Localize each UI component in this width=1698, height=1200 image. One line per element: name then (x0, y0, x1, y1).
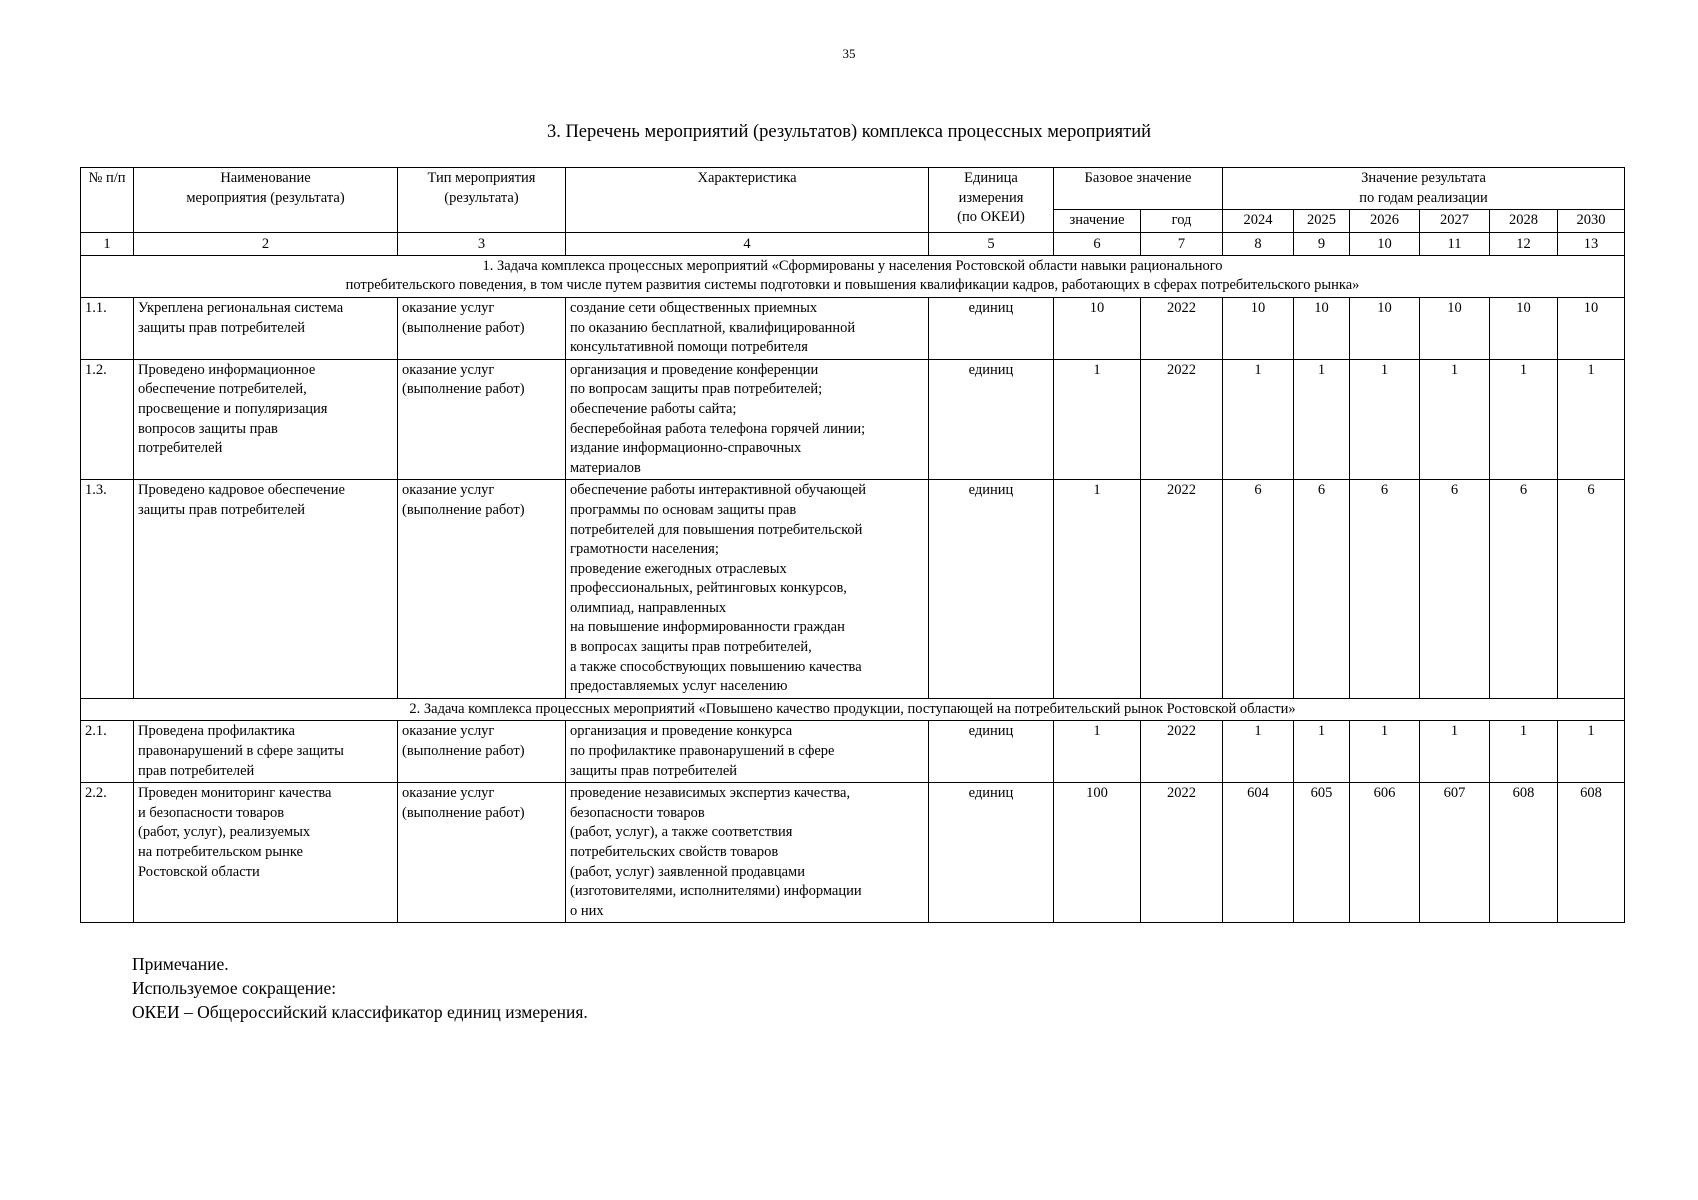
row-name (134, 297, 398, 359)
row-type-line: оказание услуг (402, 723, 495, 740)
header-result-line: Значение результата (1361, 170, 1486, 186)
row-name-line: Укреплена региональная система (138, 299, 344, 316)
row-name-line: защиты прав потребителей (138, 319, 306, 336)
column-number-row (81, 232, 1625, 255)
row-name-line: на потребительском рынке (138, 844, 303, 860)
row-characteristic-line: обеспечение работы интерактивной обучающей (570, 482, 867, 499)
row-type-line: оказание услуг (402, 482, 495, 499)
row-num: 1.2. (81, 359, 134, 480)
task-1-line: 1. Задача комплекса процессных мероприятий «Сформированы у населения Ростовской области навыки рационального (482, 257, 1223, 274)
column-number: 4 (566, 232, 929, 255)
row-characteristic-line: (работ, услуг) заявленной продавцами (570, 863, 805, 880)
row-characteristic-line: (работ, услуг), а также соответствия (570, 824, 793, 841)
row-base-value: 1 (1054, 359, 1141, 480)
row-characteristic (566, 297, 929, 359)
row-characteristic-line: материалов (570, 459, 641, 476)
header-base: Базовое значение (1054, 168, 1223, 210)
row-type (398, 359, 566, 480)
row-type-line: оказание услуг (402, 361, 495, 378)
header-result-line: по годам реализации (1359, 189, 1488, 206)
header-unit (929, 168, 1054, 233)
row-characteristic (566, 359, 929, 480)
row-characteristic (566, 721, 929, 783)
row-value-2028: 6 (1490, 480, 1558, 699)
row-characteristic-line: по оказанию бесплатной, квалифицированной (570, 319, 856, 336)
header-unit-line: Единица (964, 170, 1018, 186)
row-name-line: обеспечение потребителей, (138, 381, 307, 398)
row-type-line: (выполнение работ) (402, 743, 525, 760)
header-year: 2024 (1223, 210, 1294, 233)
header-year: 2026 (1350, 210, 1420, 233)
row-name-line: и безопасности товаров (138, 804, 285, 821)
row-name-line: Ростовской области (138, 863, 260, 880)
row-characteristic-line: профессиональных, рейтинговых конкурсов, (570, 580, 847, 597)
row-characteristic-line: издание информационно-справочных (570, 440, 802, 457)
row-value-2027: 6 (1420, 480, 1490, 699)
row-unit: единиц (929, 297, 1054, 359)
row-value-2026: 1 (1350, 359, 1420, 480)
row-value-2024: 10 (1223, 297, 1294, 359)
row-base-year: 2022 (1141, 359, 1223, 480)
table-row (81, 297, 1625, 359)
row-value-2028: 1 (1490, 359, 1558, 480)
row-characteristic-line: организация и проведение конкурса (570, 723, 793, 740)
row-value-2025: 10 (1294, 297, 1350, 359)
row-type (398, 783, 566, 923)
row-base-year: 2022 (1141, 297, 1223, 359)
row-name (134, 359, 398, 480)
row-value-2030: 1 (1558, 359, 1625, 480)
row-name-line: прав потребителей (138, 762, 255, 779)
header-name (134, 168, 398, 233)
note-heading: Примечание. (132, 954, 229, 974)
row-name-line: вопросов защиты прав (138, 420, 278, 437)
header-row-1 (81, 168, 1625, 210)
row-characteristic-line: (изготовителями, исполнителями) информации (570, 883, 862, 900)
header-base-year: год (1141, 210, 1223, 233)
row-characteristic-line: бесперебойная работа телефона горячей линии; (570, 420, 866, 437)
row-characteristic-line: потребителей для повышения потребительской (570, 521, 863, 538)
row-base-value: 100 (1054, 783, 1141, 923)
row-value-2025: 1 (1294, 359, 1350, 480)
row-value-2027: 1 (1420, 359, 1490, 480)
row-characteristic-line: грамотности населения; (570, 541, 719, 558)
column-number: 8 (1223, 232, 1294, 255)
column-number: 6 (1054, 232, 1141, 255)
row-type (398, 480, 566, 699)
header-name-line: Наименование (220, 170, 311, 186)
task-1-line: потребительского поведения, в том числе путем развития системы подготовки и повышения квалификации кадров, работающих в сферах потребительского рынка» (345, 277, 1360, 294)
row-value-2027: 1 (1420, 721, 1490, 783)
row-characteristic-line: о них (570, 902, 604, 919)
header-type-line: (результата) (444, 189, 519, 206)
note-block (132, 952, 588, 1024)
row-type-line: (выполнение работ) (402, 804, 525, 821)
header-unit-line: измерения (958, 189, 1024, 206)
column-number: 13 (1558, 232, 1625, 255)
row-characteristic-line: потребительских свойств товаров (570, 844, 779, 860)
header-base-value: значение (1054, 210, 1141, 233)
header-name-line: мероприятия (результата) (186, 189, 345, 206)
row-value-2024: 6 (1223, 480, 1294, 699)
row-value-2027: 607 (1420, 783, 1490, 923)
row-characteristic-line: программы по основам защиты прав (570, 501, 797, 518)
row-characteristic-line: проведение независимых экспертиз качества, (570, 785, 851, 802)
column-number: 5 (929, 232, 1054, 255)
row-value-2026: 606 (1350, 783, 1420, 923)
row-value-2030: 608 (1558, 783, 1625, 923)
row-name (134, 480, 398, 699)
task-row-2 (81, 698, 1625, 721)
row-base-year: 2022 (1141, 721, 1223, 783)
row-base-value: 10 (1054, 297, 1141, 359)
header-year: 2028 (1490, 210, 1558, 233)
row-value-2026: 6 (1350, 480, 1420, 699)
row-value-2028: 10 (1490, 297, 1558, 359)
row-num: 1.1. (81, 297, 134, 359)
row-characteristic-line: по профилактике правонарушений в сфере (570, 743, 835, 760)
header-year: 2025 (1294, 210, 1350, 233)
header-result (1223, 168, 1625, 210)
row-value-2030: 6 (1558, 480, 1625, 699)
row-base-year: 2022 (1141, 783, 1223, 923)
row-value-2028: 1 (1490, 721, 1558, 783)
task-1-heading (81, 255, 1625, 297)
table-row (81, 359, 1625, 480)
task-row-1 (81, 255, 1625, 297)
row-unit: единиц (929, 783, 1054, 923)
row-value-2024: 1 (1223, 359, 1294, 480)
row-type-line: оказание услуг (402, 785, 495, 802)
column-number: 9 (1294, 232, 1350, 255)
column-number: 10 (1350, 232, 1420, 255)
column-number: 7 (1141, 232, 1223, 255)
header-type (398, 168, 566, 233)
note-line: ОКЕИ – Общероссийский классификатор единиц измерения. (132, 1002, 588, 1022)
row-characteristic-line: олимпиад, направленных (570, 599, 727, 616)
task-2-heading: 2. Задача комплекса процессных мероприятий «Повышено качество продукции, поступающей на потребительский рынок Ростовской области» (81, 698, 1625, 721)
row-characteristic-line: на повышение информированности граждан (570, 619, 845, 636)
table-row (81, 480, 1625, 699)
row-value-2025: 1 (1294, 721, 1350, 783)
row-value-2024: 604 (1223, 783, 1294, 923)
column-number: 3 (398, 232, 566, 255)
column-number: 12 (1490, 232, 1558, 255)
column-number: 11 (1420, 232, 1490, 255)
row-characteristic-line: в вопросах защиты прав потребителей, (570, 639, 812, 656)
row-base-year: 2022 (1141, 480, 1223, 699)
row-characteristic-line: по вопросам защиты прав потребителей; (570, 381, 823, 398)
row-num: 2.1. (81, 721, 134, 783)
row-characteristic-line: консультативной помощи потребителя (570, 339, 808, 356)
table-row (81, 783, 1625, 923)
note-line: Используемое сокращение: (132, 978, 337, 998)
row-name (134, 721, 398, 783)
page-number: 35 (842, 46, 856, 61)
row-type (398, 721, 566, 783)
row-characteristic (566, 783, 929, 923)
header-unit-line: (по ОКЕИ) (957, 209, 1025, 226)
row-characteristic (566, 480, 929, 699)
row-value-2025: 605 (1294, 783, 1350, 923)
row-characteristic-line: организация и проведение конференции (570, 361, 819, 378)
row-characteristic-line: проведение ежегодных отраслевых (570, 560, 787, 577)
row-name-line: защиты прав потребителей (138, 501, 306, 518)
row-name-line: просвещение и популяризация (138, 400, 328, 417)
row-unit: единиц (929, 359, 1054, 480)
row-unit: единиц (929, 721, 1054, 783)
row-characteristic-line: обеспечение работы сайта; (570, 400, 737, 417)
row-characteristic-line: создание сети общественных приемных (570, 299, 818, 316)
header-num: № п/п (81, 168, 134, 233)
row-name-line: потребителей (138, 440, 223, 457)
row-value-2028: 608 (1490, 783, 1558, 923)
header-type-line: Тип мероприятия (427, 170, 536, 186)
row-type-line: (выполнение работ) (402, 381, 525, 398)
row-num: 2.2. (81, 783, 134, 923)
row-value-2024: 1 (1223, 721, 1294, 783)
row-unit: единиц (929, 480, 1054, 699)
row-name-line: правонарушений в сфере защиты (138, 743, 344, 760)
header-year: 2030 (1558, 210, 1625, 233)
row-value-2030: 10 (1558, 297, 1625, 359)
row-type (398, 297, 566, 359)
results-table (80, 167, 1625, 923)
row-value-2026: 1 (1350, 721, 1420, 783)
row-base-value: 1 (1054, 480, 1141, 699)
row-characteristic-line: а также способствующих повышению качества (570, 658, 862, 675)
row-value-2027: 10 (1420, 297, 1490, 359)
row-name-line: (работ, услуг), реализуемых (138, 824, 311, 841)
row-base-value: 1 (1054, 721, 1141, 783)
row-type-line: (выполнение работ) (402, 319, 525, 336)
header-characteristic: Характеристика (566, 168, 929, 233)
row-characteristic-line: безопасности товаров (570, 804, 705, 821)
row-value-2025: 6 (1294, 480, 1350, 699)
row-value-2030: 1 (1558, 721, 1625, 783)
column-number: 2 (134, 232, 398, 255)
row-name-line: Проведено информационное (138, 361, 316, 378)
row-characteristic-line: защиты прав потребителей (570, 762, 738, 779)
row-name-line: Проведен мониторинг качества (138, 785, 332, 802)
row-characteristic-line: предоставляемых услуг населению (570, 678, 788, 695)
row-name-line: Проведено кадровое обеспечение (138, 482, 345, 499)
row-type-line: оказание услуг (402, 299, 495, 316)
row-name (134, 783, 398, 923)
row-name-line: Проведена профилактика (138, 723, 295, 740)
row-type-line: (выполнение работ) (402, 501, 525, 518)
column-number: 1 (81, 232, 134, 255)
document-title: 3. Перечень мероприятий (результатов) комплекса процессных мероприятий (546, 122, 1152, 142)
row-value-2026: 10 (1350, 297, 1420, 359)
header-year: 2027 (1420, 210, 1490, 233)
table-row (81, 721, 1625, 783)
row-num: 1.3. (81, 480, 134, 699)
